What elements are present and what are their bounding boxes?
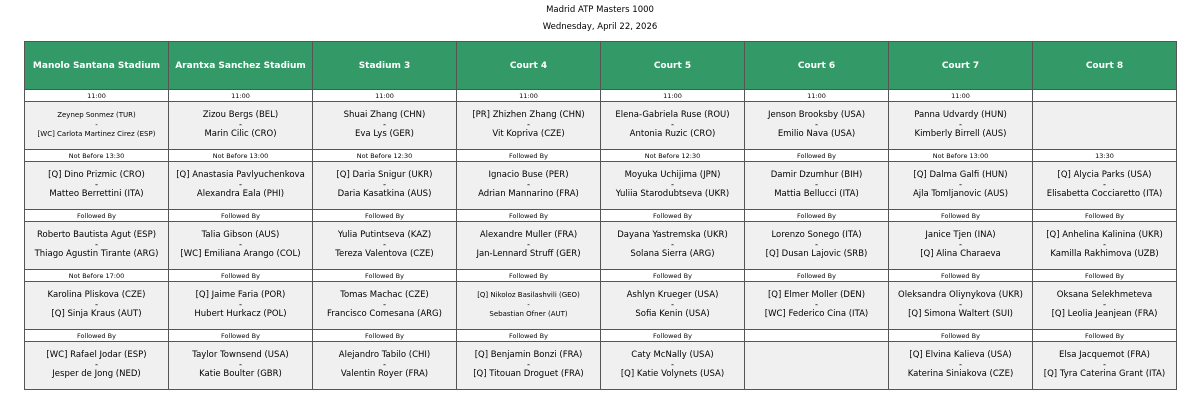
player-two: [Q] Sinja Kraus (AUT) xyxy=(51,309,142,320)
match-cell xyxy=(25,342,169,390)
player-two: Matteo Berrettini (ITA) xyxy=(49,189,144,200)
player-two: Valentin Royer (FRA) xyxy=(340,369,429,380)
match-cell xyxy=(1033,222,1177,270)
player-two: Hubert Hurkacz (POL) xyxy=(194,309,287,320)
versus-separator: - xyxy=(958,179,963,190)
match-cell xyxy=(889,282,1033,330)
start-time-cell: 11:00 xyxy=(25,90,169,102)
match-cell xyxy=(457,222,601,270)
player-two: [WC] Federico Cina (ITA) xyxy=(764,309,869,320)
court-header-row xyxy=(25,42,1177,90)
player-two: Elisabetta Cocciaretto (ITA) xyxy=(1046,189,1163,200)
player-two: [Q] Alina Charaeva xyxy=(920,249,1001,260)
player-one: Damir Dzumhur (BIH) xyxy=(770,170,863,181)
start-time-cell: Not Before 13:00 xyxy=(169,150,313,162)
player-two: Eva Lys (GER) xyxy=(355,129,414,140)
versus-separator: - xyxy=(958,299,963,310)
start-time-cell: Followed By xyxy=(457,270,601,282)
player-one: Oleksandra Oliynykova (UKR) xyxy=(898,290,1023,301)
start-time-cell: Not Before 17:00 xyxy=(25,270,169,282)
start-time-cell: Followed By xyxy=(889,330,1033,342)
court-header: Court 4 xyxy=(457,42,601,90)
versus-separator: - xyxy=(94,299,99,310)
match-cell xyxy=(745,162,889,210)
start-time-cell: Followed By xyxy=(1033,270,1177,282)
versus-separator: - xyxy=(238,179,243,190)
start-time-cell: Followed By xyxy=(313,270,457,282)
versus-separator: - xyxy=(94,239,99,250)
time-row xyxy=(25,210,1177,222)
player-one: Yulia Putintseva (KAZ) xyxy=(337,230,432,241)
versus-separator: - xyxy=(670,179,675,190)
match-row xyxy=(25,342,1177,390)
player-two: [Q] Katie Volynets (USA) xyxy=(620,369,725,380)
match-cell xyxy=(169,222,313,270)
match-cell xyxy=(457,102,601,150)
start-time-cell: Not Before 13:30 xyxy=(25,150,169,162)
player-one: [Q] Benjamin Bonzi (FRA) xyxy=(474,350,583,361)
versus-separator: - xyxy=(670,299,675,310)
versus-separator: - xyxy=(238,359,243,370)
match-cell xyxy=(457,342,601,390)
match-cell xyxy=(313,342,457,390)
match-cell xyxy=(457,282,601,330)
start-time-cell: Followed By xyxy=(169,210,313,222)
player-one: Janice Tjen (INA) xyxy=(925,230,996,241)
match-cell xyxy=(601,282,745,330)
player-one: Talia Gibson (AUS) xyxy=(201,230,280,241)
player-two: [Q] Leolia Jeanjean (FRA) xyxy=(1051,309,1158,320)
court-header: Arantxa Sanchez Stadium xyxy=(169,42,313,90)
versus-separator: - xyxy=(527,300,530,309)
player-two: Tereza Valentova (CZE) xyxy=(335,249,434,260)
match-cell xyxy=(601,222,745,270)
time-row xyxy=(25,90,1177,102)
versus-separator: - xyxy=(94,359,99,370)
player-one: Ignacio Buse (PER) xyxy=(488,170,569,181)
player-one: Elena-Gabriela Ruse (ROU) xyxy=(615,110,730,121)
match-cell xyxy=(313,282,457,330)
versus-separator: - xyxy=(526,239,531,250)
player-two: Marin Cilic (CRO) xyxy=(204,129,277,140)
player-one: Zeynep Sonmez (TUR) xyxy=(57,111,136,120)
versus-separator: - xyxy=(382,299,387,310)
match-cell xyxy=(1033,162,1177,210)
start-time-cell: Followed By xyxy=(601,210,745,222)
player-one: [Q] Daria Snigur (UKR) xyxy=(336,170,433,181)
player-two: [WC] Emiliana Arango (COL) xyxy=(180,249,301,260)
time-row xyxy=(25,150,1177,162)
court-header: Court 7 xyxy=(889,42,1033,90)
player-two: Jesper de Jong (NED) xyxy=(52,369,141,380)
match-cell xyxy=(169,162,313,210)
player-one: [Q] Anhelina Kalinina (UKR) xyxy=(1046,230,1163,241)
player-one: Roberto Bautista Agut (ESP) xyxy=(36,230,157,241)
player-one: Shuai Zhang (CHN) xyxy=(343,110,426,121)
player-one: Panna Udvardy (HUN) xyxy=(914,110,1007,121)
player-two: Thiago Agustin Tirante (ARG) xyxy=(34,249,159,260)
match-cell xyxy=(889,162,1033,210)
versus-separator: - xyxy=(382,179,387,190)
versus-separator: - xyxy=(814,119,819,130)
versus-separator: - xyxy=(814,179,819,190)
player-two: Yuliia Starodubtseva (UKR) xyxy=(615,189,730,200)
start-time-cell: Followed By xyxy=(169,330,313,342)
player-two: Katie Boulter (GBR) xyxy=(199,369,282,380)
schedule-body xyxy=(25,90,1177,390)
versus-separator: - xyxy=(238,299,243,310)
match-cell xyxy=(457,162,601,210)
court-header: Manolo Santana Stadium xyxy=(25,42,169,90)
court-header: Court 8 xyxy=(1033,42,1177,90)
versus-separator: - xyxy=(670,359,675,370)
player-one: [Q] Dino Prizmic (CRO) xyxy=(48,170,145,181)
court-header: Court 6 xyxy=(745,42,889,90)
player-two: Emilio Nava (USA) xyxy=(777,129,856,140)
player-two: Ajla Tomljanovic (AUS) xyxy=(912,189,1009,200)
player-one: [Q] Alycia Parks (USA) xyxy=(1057,170,1152,181)
match-row xyxy=(25,162,1177,210)
start-time-cell: Followed By xyxy=(601,330,745,342)
start-time-cell: Followed By xyxy=(457,150,601,162)
match-cell xyxy=(169,102,313,150)
player-one: [Q] Nikoloz Basilashvili (GEO) xyxy=(477,291,580,300)
time-row xyxy=(25,270,1177,282)
versus-separator: - xyxy=(382,119,387,130)
versus-separator: - xyxy=(670,119,675,130)
start-time-cell: Not Before 12:30 xyxy=(313,150,457,162)
player-one: [Q] Elvina Kalieva (USA) xyxy=(909,350,1012,361)
player-two: Francisco Comesana (ARG) xyxy=(327,309,442,320)
versus-separator: - xyxy=(382,239,387,250)
player-one: Lorenzo Sonego (ITA) xyxy=(771,230,862,241)
match-cell xyxy=(601,342,745,390)
player-two: Kimberly Birrell (AUS) xyxy=(914,129,1007,140)
player-one: Alexandre Muller (FRA) xyxy=(479,230,578,241)
start-time-cell: Followed By xyxy=(457,210,601,222)
start-time-cell: Followed By xyxy=(313,210,457,222)
player-one: [PR] Zhizhen Zhang (CHN) xyxy=(472,110,585,121)
versus-separator: - xyxy=(958,359,963,370)
player-one: Taylor Townsend (USA) xyxy=(192,350,289,361)
match-cell xyxy=(601,102,745,150)
player-two: Antonia Ruzic (CRO) xyxy=(629,129,716,140)
match-row xyxy=(25,102,1177,150)
match-cell xyxy=(169,342,313,390)
player-two: Vit Kopriva (CZE) xyxy=(492,129,565,140)
match-row xyxy=(25,282,1177,330)
player-one: [Q] Elmer Moller (DEN) xyxy=(767,290,866,301)
match-cell xyxy=(25,102,169,150)
player-one: Tomas Machac (CZE) xyxy=(340,290,429,301)
court-header: Court 5 xyxy=(601,42,745,90)
match-cell xyxy=(313,162,457,210)
player-one: Karolina Pliskova (CZE) xyxy=(47,290,146,301)
player-one: Ashlyn Krueger (USA) xyxy=(626,290,719,301)
player-two: [WC] Carlota Martinez Cirez (ESP) xyxy=(37,130,156,139)
versus-separator: - xyxy=(526,119,531,130)
player-one: [WC] Rafael Jodar (ESP) xyxy=(46,350,147,361)
start-time-cell: Followed By xyxy=(457,330,601,342)
match-row xyxy=(25,222,1177,270)
start-time-cell: Followed By xyxy=(745,210,889,222)
start-time-cell: Followed By xyxy=(1033,210,1177,222)
start-time-cell: Followed By xyxy=(601,270,745,282)
player-two: Sofia Kenin (USA) xyxy=(635,309,710,320)
start-time-cell: 11:00 xyxy=(457,90,601,102)
versus-separator: - xyxy=(526,359,531,370)
start-time-cell: 11:00 xyxy=(169,90,313,102)
player-two: Katerina Siniakova (CZE) xyxy=(907,369,1014,380)
start-time-cell: 11:00 xyxy=(601,90,745,102)
versus-separator: - xyxy=(958,239,963,250)
start-time-cell: Followed By xyxy=(25,330,169,342)
start-time-cell: Followed By xyxy=(169,270,313,282)
versus-separator: - xyxy=(958,119,963,130)
player-two: Solana Sierra (ARG) xyxy=(630,249,715,260)
start-time-cell: Not Before 13:00 xyxy=(889,150,1033,162)
start-time-cell: 11:00 xyxy=(313,90,457,102)
start-time-cell: Not Before 12:30 xyxy=(601,150,745,162)
player-two: [Q] Tyra Caterina Grant (ITA) xyxy=(1043,369,1166,380)
match-cell xyxy=(745,342,889,390)
time-row xyxy=(25,330,1177,342)
player-one: Oksana Selekhmeteva xyxy=(1056,290,1153,301)
page-title: Madrid ATP Masters 1000 xyxy=(546,5,654,15)
player-two: Daria Kasatkina (AUS) xyxy=(337,189,432,200)
match-cell xyxy=(745,102,889,150)
player-one: Dayana Yastremska (UKR) xyxy=(617,230,728,241)
versus-separator: - xyxy=(94,179,99,190)
versus-separator: - xyxy=(95,120,98,129)
start-time-cell: 13:30 xyxy=(1033,150,1177,162)
versus-separator: - xyxy=(1102,239,1107,250)
player-one: [Q] Dalma Galfi (HUN) xyxy=(913,170,1008,181)
player-one: Caty McNally (USA) xyxy=(631,350,714,361)
match-cell xyxy=(889,342,1033,390)
match-cell xyxy=(169,282,313,330)
player-one: Alejandro Tabilo (CHI) xyxy=(338,350,431,361)
player-two: Alexandra Eala (PHI) xyxy=(196,189,285,200)
start-time-cell: Followed By xyxy=(889,210,1033,222)
start-time-cell: 11:00 xyxy=(745,90,889,102)
versus-separator: - xyxy=(814,239,819,250)
start-time-cell: Followed By xyxy=(25,210,169,222)
match-cell xyxy=(25,222,169,270)
player-two: [Q] Titouan Droguet (FRA) xyxy=(473,369,584,380)
versus-separator: - xyxy=(1102,299,1107,310)
versus-separator: - xyxy=(1102,359,1107,370)
player-one: Jenson Brooksby (USA) xyxy=(767,110,866,121)
player-one: Elsa Jacquemot (FRA) xyxy=(1059,350,1150,361)
match-cell xyxy=(25,282,169,330)
match-cell xyxy=(1033,102,1177,150)
player-two: Adrian Mannarino (FRA) xyxy=(478,189,579,200)
schedule-date: Wednesday, April 22, 2026 xyxy=(542,22,658,32)
match-cell xyxy=(1033,342,1177,390)
start-time-cell: Followed By xyxy=(889,270,1033,282)
player-two: [Q] Dusan Lajovic (SRB) xyxy=(765,249,868,260)
match-cell xyxy=(889,222,1033,270)
match-cell xyxy=(745,222,889,270)
player-two: Jan-Lennard Struff (GER) xyxy=(476,249,581,260)
player-two: [Q] Simona Waltert (SUI) xyxy=(908,309,1013,320)
match-cell xyxy=(601,162,745,210)
start-time-cell: 11:00 xyxy=(889,90,1033,102)
player-one: Moyuka Uchijima (JPN) xyxy=(624,170,721,181)
versus-separator: - xyxy=(238,119,243,130)
match-cell xyxy=(313,102,457,150)
match-cell xyxy=(889,102,1033,150)
start-time-cell: Followed By xyxy=(745,150,889,162)
start-time-cell: Followed By xyxy=(745,270,889,282)
match-cell xyxy=(313,222,457,270)
start-time-cell: Followed By xyxy=(313,330,457,342)
match-cell xyxy=(25,162,169,210)
player-two: Mattia Bellucci (ITA) xyxy=(774,189,859,200)
player-two: Sebastian Ofner (AUT) xyxy=(489,310,568,319)
versus-separator: - xyxy=(238,239,243,250)
match-cell xyxy=(745,282,889,330)
start-time-cell: Followed By xyxy=(1033,330,1177,342)
start-time-cell xyxy=(745,330,889,342)
match-cell xyxy=(1033,282,1177,330)
versus-separator: - xyxy=(382,359,387,370)
player-one: Zizou Bergs (BEL) xyxy=(202,110,279,121)
court-header: Stadium 3 xyxy=(313,42,457,90)
start-time-cell xyxy=(1033,90,1177,102)
versus-separator: - xyxy=(670,239,675,250)
player-one: [Q] Jaime Faria (POR) xyxy=(195,290,286,301)
player-one: [Q] Anastasia Pavlyuchenkova xyxy=(176,170,305,181)
order-of-play-table xyxy=(24,41,1177,390)
versus-separator: - xyxy=(1102,179,1107,190)
player-two: Kamilla Rakhimova (UZB) xyxy=(1050,249,1159,260)
versus-separator: - xyxy=(814,299,819,310)
versus-separator: - xyxy=(526,179,531,190)
